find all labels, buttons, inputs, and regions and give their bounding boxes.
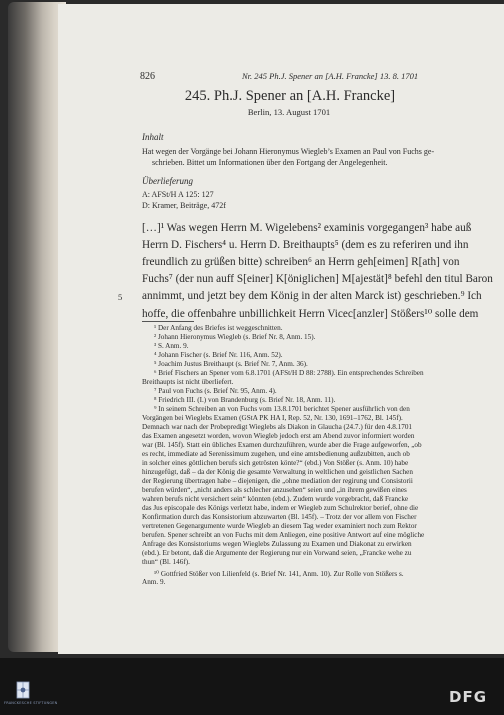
ueberlieferung-line: A: AFSt/H A 125: 127 (142, 190, 214, 199)
body-line: annimmt, und jetzt bey dem König in der alten Marck ist) geschrieben.⁹ Ich (142, 290, 482, 302)
footnote: berufen. Spener schreibt an von Fuchs mit dem Anliegen, eine positive Antwort auf eine mögliche (142, 531, 425, 539)
body-line: Fuchs⁷ (der nun auff S[einer] K[öniglichen] M[ajestät]⁸ befehl den titul Baron (142, 273, 493, 285)
footnote: ³ S. Anm. 9. (154, 342, 189, 350)
page-number: 826 (140, 71, 155, 82)
footnote: war (Bl. 145f). Statt ein übliches Examen durchzuführen, wurde aber die Frage aufgeworfen, „ob (142, 441, 422, 449)
foundation-emblem-icon (4, 680, 42, 702)
dfg-watermark: DFG (449, 688, 488, 706)
footnote: Breithaupts ist nicht überliefert. (142, 378, 234, 386)
letter-place-date: Berlin, 13. August 1701 (247, 107, 331, 117)
footnote: ⁸ Friedrich III. (I.) von Brandenburg (s. Brief Nr. 18, Anm. 11). (154, 396, 336, 404)
line-number-marker: 5 (118, 292, 123, 302)
footnote: Vorgängen bei Wieglebs Examen (GStA PK HA I, Rep. 52, Nr. 130, 1691–1762, Bl. 145f). (142, 414, 403, 422)
footnote: ² Johann Hieronymus Wiegleb (s. Brief Nr. 8, Anm. 15). (154, 333, 316, 341)
book-page (58, 4, 504, 654)
footnote: Anm. 9. (142, 578, 166, 586)
footnote: hinzugefügt, daß – da der König die gesamte Verwaltung in weltlichen und geistlichen Sachen (142, 468, 413, 476)
logo-caption: FRANCKESCHE STIFTUNGEN (4, 701, 58, 705)
footnote: das Jus episcopale des Königs verletzt habe, indem er Wiegleb zum Schulrektor berief, ohne die (142, 504, 419, 512)
footnote: (ebd.). Er betont, daß die Argumente der Regierung nur ein Vorwand seien, „Francke wehe zu (142, 549, 412, 557)
footnote: Demnach war nach der Probepredigt Wieglebs als Diakon in Glaucha (24.7.) für den 4.8.1701 (142, 423, 413, 431)
inhalt-line: schrieben. Bittet um Informationen über den Fortgang der Angelegenheit. (152, 158, 388, 167)
footnote: ¹⁰ Gottfried Stößer von Lilienfeld (s. Brief Nr. 141, Anm. 10). Zur Rolle von Stößers s. (154, 570, 404, 578)
footnote: Anfrage des Konsistoriums wegen Wieglebs Zulassung zu Examen und Diakonat zu erwirken (142, 540, 412, 548)
letter-title: 245. Ph.J. Spener an [A.H. Francke] (184, 88, 396, 104)
running-head: Nr. 245 Ph.J. Spener an [A.H. Francke] 13. 8. 1701 (242, 71, 419, 81)
footnote: berufen würden“, „nicht anders als schlecher anzusehen“ seien und „in ihrem gewißen eines (142, 486, 407, 494)
footnote: Konfirmation durch das Konsistorium abzuwarten (Bl. 145f). – Trotz der vor allem von Fischer (142, 513, 417, 521)
footnote: ⁴ Johann Fischer (s. Brief Nr. 116, Anm. 52). (154, 351, 283, 359)
inhalt-line: Hat wegen der Vorgänge bei Johann Hieronymus Wiegleb’s Examen an Paul von Fuchs ge- (142, 147, 435, 156)
footnote-rule (142, 321, 194, 322)
francke-foundation-logo (4, 680, 58, 710)
body-line: […]¹ Was wegen Herrn M. Wigelebens² examinis vorgegangen³ habe auß (142, 222, 472, 234)
ueberlieferung-line: D: Kramer, Beiträge, 472f (142, 201, 226, 210)
footnote: ⁵ Joachim Justus Breithaupt (s. Brief Nr. 7, Anm. 36). (154, 360, 308, 368)
body-line: freundlich zu grüßen bitte) schreiben⁶ an Herrn geh[eimen] R[ath] von (142, 256, 460, 268)
footnote: ⁹ In seinem Schreiben an von Fuchs vom 13.8.1701 berichtet Spener ausführlich von den (154, 405, 410, 413)
footnote: der Regierung übertragen habe – diejenigen, die „ohne mediation der regirung und Consistorii (142, 477, 413, 485)
body-line: hoffe, die offenbahre unbillichkeit Herrn Vicec[anzler] Stößers¹⁰ solle dem (142, 308, 479, 320)
inhalt-heading: Inhalt (142, 132, 164, 142)
viewer-bottom-bar (0, 658, 504, 715)
body-line: Herrn D. Fischers⁴ u. Herrn D. Breithaupts⁵ (dem es zu referiren und ihn (142, 239, 469, 251)
footnote: vertretenen Gegenargumente wurde Wiegleb an diesem Tag weder examiniert noch zum Rektor (142, 522, 417, 530)
ueberlieferung-heading: Überlieferung (142, 176, 193, 186)
footnote: thun“ (Bl. 146f). (142, 558, 190, 566)
footnote: ⁷ Paul von Fuchs (s. Brief Nr. 95, Anm. 4). (154, 387, 277, 395)
footnote: ⁶ Brief Fischers an Spener vom 6.8.1701 (AFSt/H D 88: 2788). Ein entsprechendes Schreiben (154, 369, 424, 377)
footnote: das Examen angesetzt worden, wovon Wiegleb jedoch erst am Abend zuvor informiert worden (142, 432, 415, 440)
footnote: es recht, immediate ad Serenissimum zugehen, und eine amtsbedienung außzubitten, auch ob (142, 450, 410, 458)
footnote: in solcher eines göttlichen berufs sich getrösten könte?“ (ebd.) Von Stößer (s. Anm. 10) habe (142, 459, 409, 467)
footnote: wahren berufs nicht versichert sein“ könnten (ebd.). Zudem wurde vorgebracht, daß Francke (142, 495, 409, 503)
footnote: ¹ Der Anfang des Briefes ist weggeschnitten. (154, 324, 283, 332)
